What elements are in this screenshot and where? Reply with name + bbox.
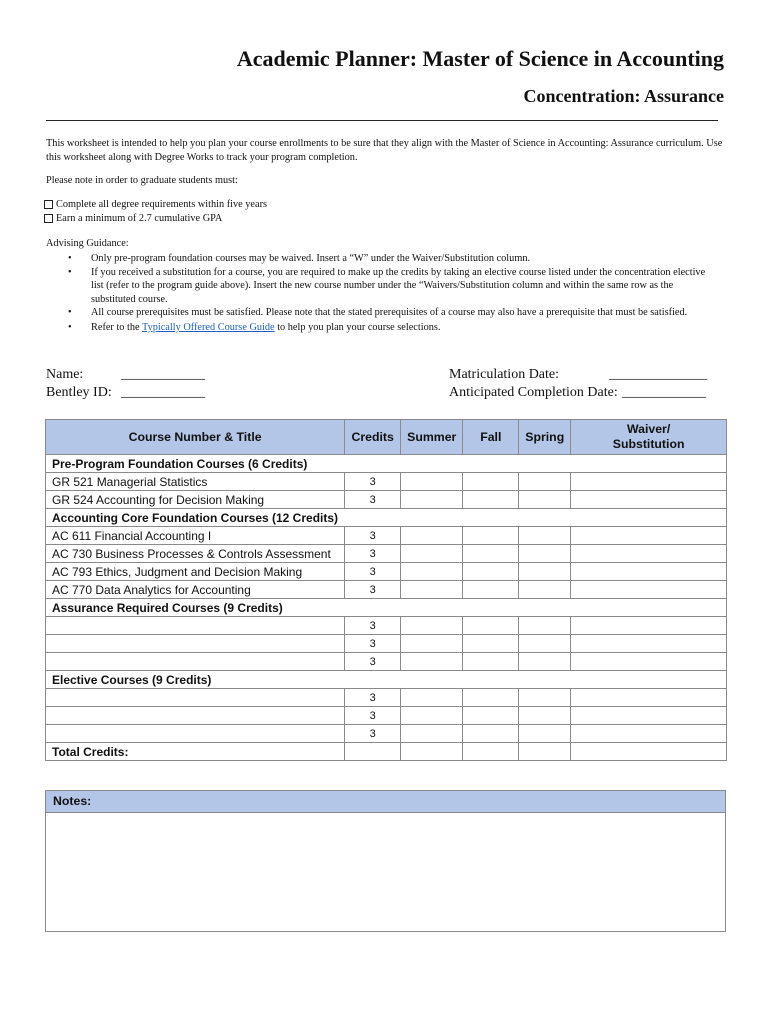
credits-cell: 3 bbox=[345, 491, 401, 509]
section-heading: Elective Courses (9 Credits) bbox=[46, 671, 727, 689]
advising-item: • Only pre-program foundation courses may be waived. Insert a “W” under the Waiver/Substitution column. bbox=[91, 252, 716, 266]
section-heading: Pre-Program Foundation Courses (6 Credits) bbox=[46, 455, 727, 473]
fall-cell[interactable] bbox=[463, 563, 519, 581]
course-cell[interactable] bbox=[46, 617, 345, 635]
spring-cell[interactable] bbox=[519, 563, 571, 581]
bentley-id-field[interactable]: ____________ bbox=[121, 385, 205, 400]
header-waiver bbox=[571, 420, 727, 455]
table-row bbox=[46, 689, 727, 707]
advising-item-guide bbox=[91, 321, 716, 335]
table-row bbox=[46, 653, 727, 671]
table-row bbox=[46, 725, 727, 743]
requirement-item bbox=[44, 199, 267, 210]
spring-cell[interactable] bbox=[519, 689, 571, 707]
section-row-elective bbox=[46, 671, 727, 689]
total-credits-cell[interactable] bbox=[345, 743, 401, 761]
notes-area[interactable] bbox=[46, 813, 725, 932]
course-cell[interactable]: AC 770 Data Analytics for Accounting bbox=[46, 581, 345, 599]
summer-cell[interactable] bbox=[401, 707, 463, 725]
course-cell[interactable] bbox=[46, 707, 345, 725]
credits-cell: 3 bbox=[345, 725, 401, 743]
requirement-text: Earn a minimum of 2.7 cumulative GPA bbox=[56, 213, 223, 224]
course-cell[interactable]: GR 524 Accounting for Decision Making bbox=[46, 491, 345, 509]
fall-cell[interactable] bbox=[463, 473, 519, 491]
table-row bbox=[46, 545, 727, 563]
credits-cell: 3 bbox=[345, 689, 401, 707]
section-row-assurance bbox=[46, 599, 727, 617]
summer-cell[interactable] bbox=[401, 725, 463, 743]
spring-cell[interactable] bbox=[519, 617, 571, 635]
header-credits: Credits bbox=[345, 420, 401, 455]
section-heading: Accounting Core Foundation Courses (12 Credits) bbox=[46, 509, 727, 527]
fall-cell[interactable] bbox=[463, 743, 519, 761]
waiver-cell[interactable] bbox=[571, 707, 727, 725]
completion-date-label: Anticipated Completion Date: bbox=[449, 385, 618, 400]
advising-list bbox=[46, 252, 716, 335]
page-title: Academic Planner: Master of Science in Accounting bbox=[236, 46, 724, 71]
table-row bbox=[46, 563, 727, 581]
advising-guide-prefix: Refer to the bbox=[91, 321, 142, 333]
requirements-heading: Please note in order to graduate students must: bbox=[46, 175, 238, 186]
waiver-cell[interactable] bbox=[571, 725, 727, 743]
fall-cell[interactable] bbox=[463, 545, 519, 563]
waiver-cell[interactable] bbox=[571, 545, 727, 563]
header-fall: Fall bbox=[463, 420, 519, 455]
spring-cell[interactable] bbox=[519, 527, 571, 545]
fall-cell[interactable] bbox=[463, 581, 519, 599]
header-summer: Summer bbox=[401, 420, 463, 455]
waiver-cell[interactable] bbox=[571, 617, 727, 635]
course-planner-table bbox=[45, 419, 727, 761]
course-cell[interactable]: AC 611 Financial Accounting I bbox=[46, 527, 345, 545]
waiver-cell[interactable] bbox=[571, 689, 727, 707]
page-subtitle: Concentration: Assurance bbox=[523, 86, 724, 106]
spring-cell[interactable] bbox=[519, 473, 571, 491]
requirement-item bbox=[44, 213, 222, 224]
fall-cell[interactable] bbox=[463, 617, 519, 635]
waiver-cell[interactable] bbox=[571, 491, 727, 509]
summer-cell[interactable] bbox=[401, 545, 463, 563]
summer-cell[interactable] bbox=[401, 527, 463, 545]
table-row bbox=[46, 707, 727, 725]
spring-cell[interactable] bbox=[519, 707, 571, 725]
header-waiver-line2: Substitution bbox=[612, 437, 685, 451]
advising-item: • All course prerequisites must be satisfied. Please note that the stated prerequisites of a course may also have a prerequisite that must be satisfied. bbox=[91, 306, 716, 320]
spring-cell[interactable] bbox=[519, 491, 571, 509]
fall-cell[interactable] bbox=[463, 527, 519, 545]
section-heading: Assurance Required Courses (9 Credits) bbox=[46, 599, 727, 617]
credits-cell: 3 bbox=[345, 617, 401, 635]
summer-cell[interactable] bbox=[401, 635, 463, 653]
advising-guide-suffix: to help you plan your course selections. bbox=[274, 321, 441, 333]
waiver-cell[interactable] bbox=[571, 563, 727, 581]
course-cell[interactable] bbox=[46, 635, 345, 653]
waiver-cell[interactable] bbox=[571, 581, 727, 599]
table-header-row bbox=[46, 420, 727, 455]
spring-cell[interactable] bbox=[519, 725, 571, 743]
summer-cell[interactable] bbox=[401, 617, 463, 635]
fall-cell[interactable] bbox=[463, 635, 519, 653]
summer-cell[interactable] bbox=[401, 581, 463, 599]
summer-cell[interactable] bbox=[401, 653, 463, 671]
header-spring: Spring bbox=[519, 420, 571, 455]
summer-cell[interactable] bbox=[401, 689, 463, 707]
fall-cell[interactable] bbox=[463, 707, 519, 725]
section-row-preprogram bbox=[46, 455, 727, 473]
credits-cell: 3 bbox=[345, 635, 401, 653]
summer-cell[interactable] bbox=[401, 491, 463, 509]
waiver-cell[interactable] bbox=[571, 743, 727, 761]
credits-cell: 3 bbox=[345, 707, 401, 725]
credits-cell: 3 bbox=[345, 527, 401, 545]
course-guide-link[interactable]: Typically Offered Course Guide bbox=[142, 321, 275, 333]
matriculation-date-field[interactable]: ______________ bbox=[609, 367, 707, 382]
checkbox-icon[interactable] bbox=[44, 200, 53, 209]
table-row bbox=[46, 635, 727, 653]
header-waiver-line1: Waiver/ bbox=[626, 422, 671, 436]
waiver-cell[interactable] bbox=[571, 653, 727, 671]
requirement-text: Complete all degree requirements within five years bbox=[56, 199, 268, 210]
waiver-cell[interactable] bbox=[571, 473, 727, 491]
section-row-core bbox=[46, 509, 727, 527]
table-row bbox=[46, 617, 727, 635]
table-row bbox=[46, 581, 727, 599]
advising-item: • If you received a substitution for a course, you are required to make up the credits by taking an elective course listed under the concentration elective list (refer to the program guide above). Insert the new course number under the “Waivers/Substitution column and within the same row as the substituted course. bbox=[91, 266, 716, 307]
title-divider bbox=[46, 120, 718, 121]
intro-paragraph: This worksheet is intended to help you plan your course enrollments to be sure that they align with the Master of Science in Accounting: Assurance curriculum. Use this worksheet along with Degree Works to track your program completion. bbox=[46, 138, 723, 163]
spring-cell[interactable] bbox=[519, 653, 571, 671]
table-row bbox=[46, 473, 727, 491]
credits-cell: 3 bbox=[345, 563, 401, 581]
credits-cell: 3 bbox=[345, 653, 401, 671]
name-field[interactable]: ____________ bbox=[121, 367, 205, 382]
completion-date-field[interactable]: ____________ bbox=[622, 385, 706, 400]
spring-cell[interactable] bbox=[519, 581, 571, 599]
waiver-cell[interactable] bbox=[571, 635, 727, 653]
fall-cell[interactable] bbox=[463, 725, 519, 743]
spring-cell[interactable] bbox=[519, 743, 571, 761]
header-course: Course Number & Title bbox=[46, 420, 345, 455]
course-cell[interactable] bbox=[46, 653, 345, 671]
table-row bbox=[46, 491, 727, 509]
total-credits-row bbox=[46, 743, 727, 761]
fall-cell[interactable] bbox=[463, 491, 519, 509]
notes-box bbox=[45, 790, 726, 932]
notes-label: Notes: bbox=[46, 791, 725, 813]
course-cell[interactable] bbox=[46, 725, 345, 743]
summer-cell[interactable] bbox=[401, 473, 463, 491]
course-cell[interactable]: AC 730 Business Processes & Controls Assessment bbox=[46, 545, 345, 563]
matriculation-date-label: Matriculation Date: bbox=[449, 367, 560, 382]
course-cell[interactable]: GR 521 Managerial Statistics bbox=[46, 473, 345, 491]
course-cell[interactable]: AC 793 Ethics, Judgment and Decision Making bbox=[46, 563, 345, 581]
bentley-id-label: Bentley ID: bbox=[46, 385, 112, 400]
advising-heading: Advising Guidance: bbox=[46, 238, 129, 249]
fall-cell[interactable] bbox=[463, 689, 519, 707]
credits-cell: 3 bbox=[345, 473, 401, 491]
spring-cell[interactable] bbox=[519, 635, 571, 653]
waiver-cell[interactable] bbox=[571, 527, 727, 545]
checkbox-icon[interactable] bbox=[44, 214, 53, 223]
course-cell[interactable] bbox=[46, 689, 345, 707]
table-row bbox=[46, 527, 727, 545]
summer-cell[interactable] bbox=[401, 563, 463, 581]
total-credits-label: Total Credits: bbox=[46, 743, 345, 761]
summer-cell[interactable] bbox=[401, 743, 463, 761]
credits-cell: 3 bbox=[345, 581, 401, 599]
credits-cell: 3 bbox=[345, 545, 401, 563]
name-label: Name: bbox=[46, 367, 84, 382]
fall-cell[interactable] bbox=[463, 653, 519, 671]
spring-cell[interactable] bbox=[519, 545, 571, 563]
